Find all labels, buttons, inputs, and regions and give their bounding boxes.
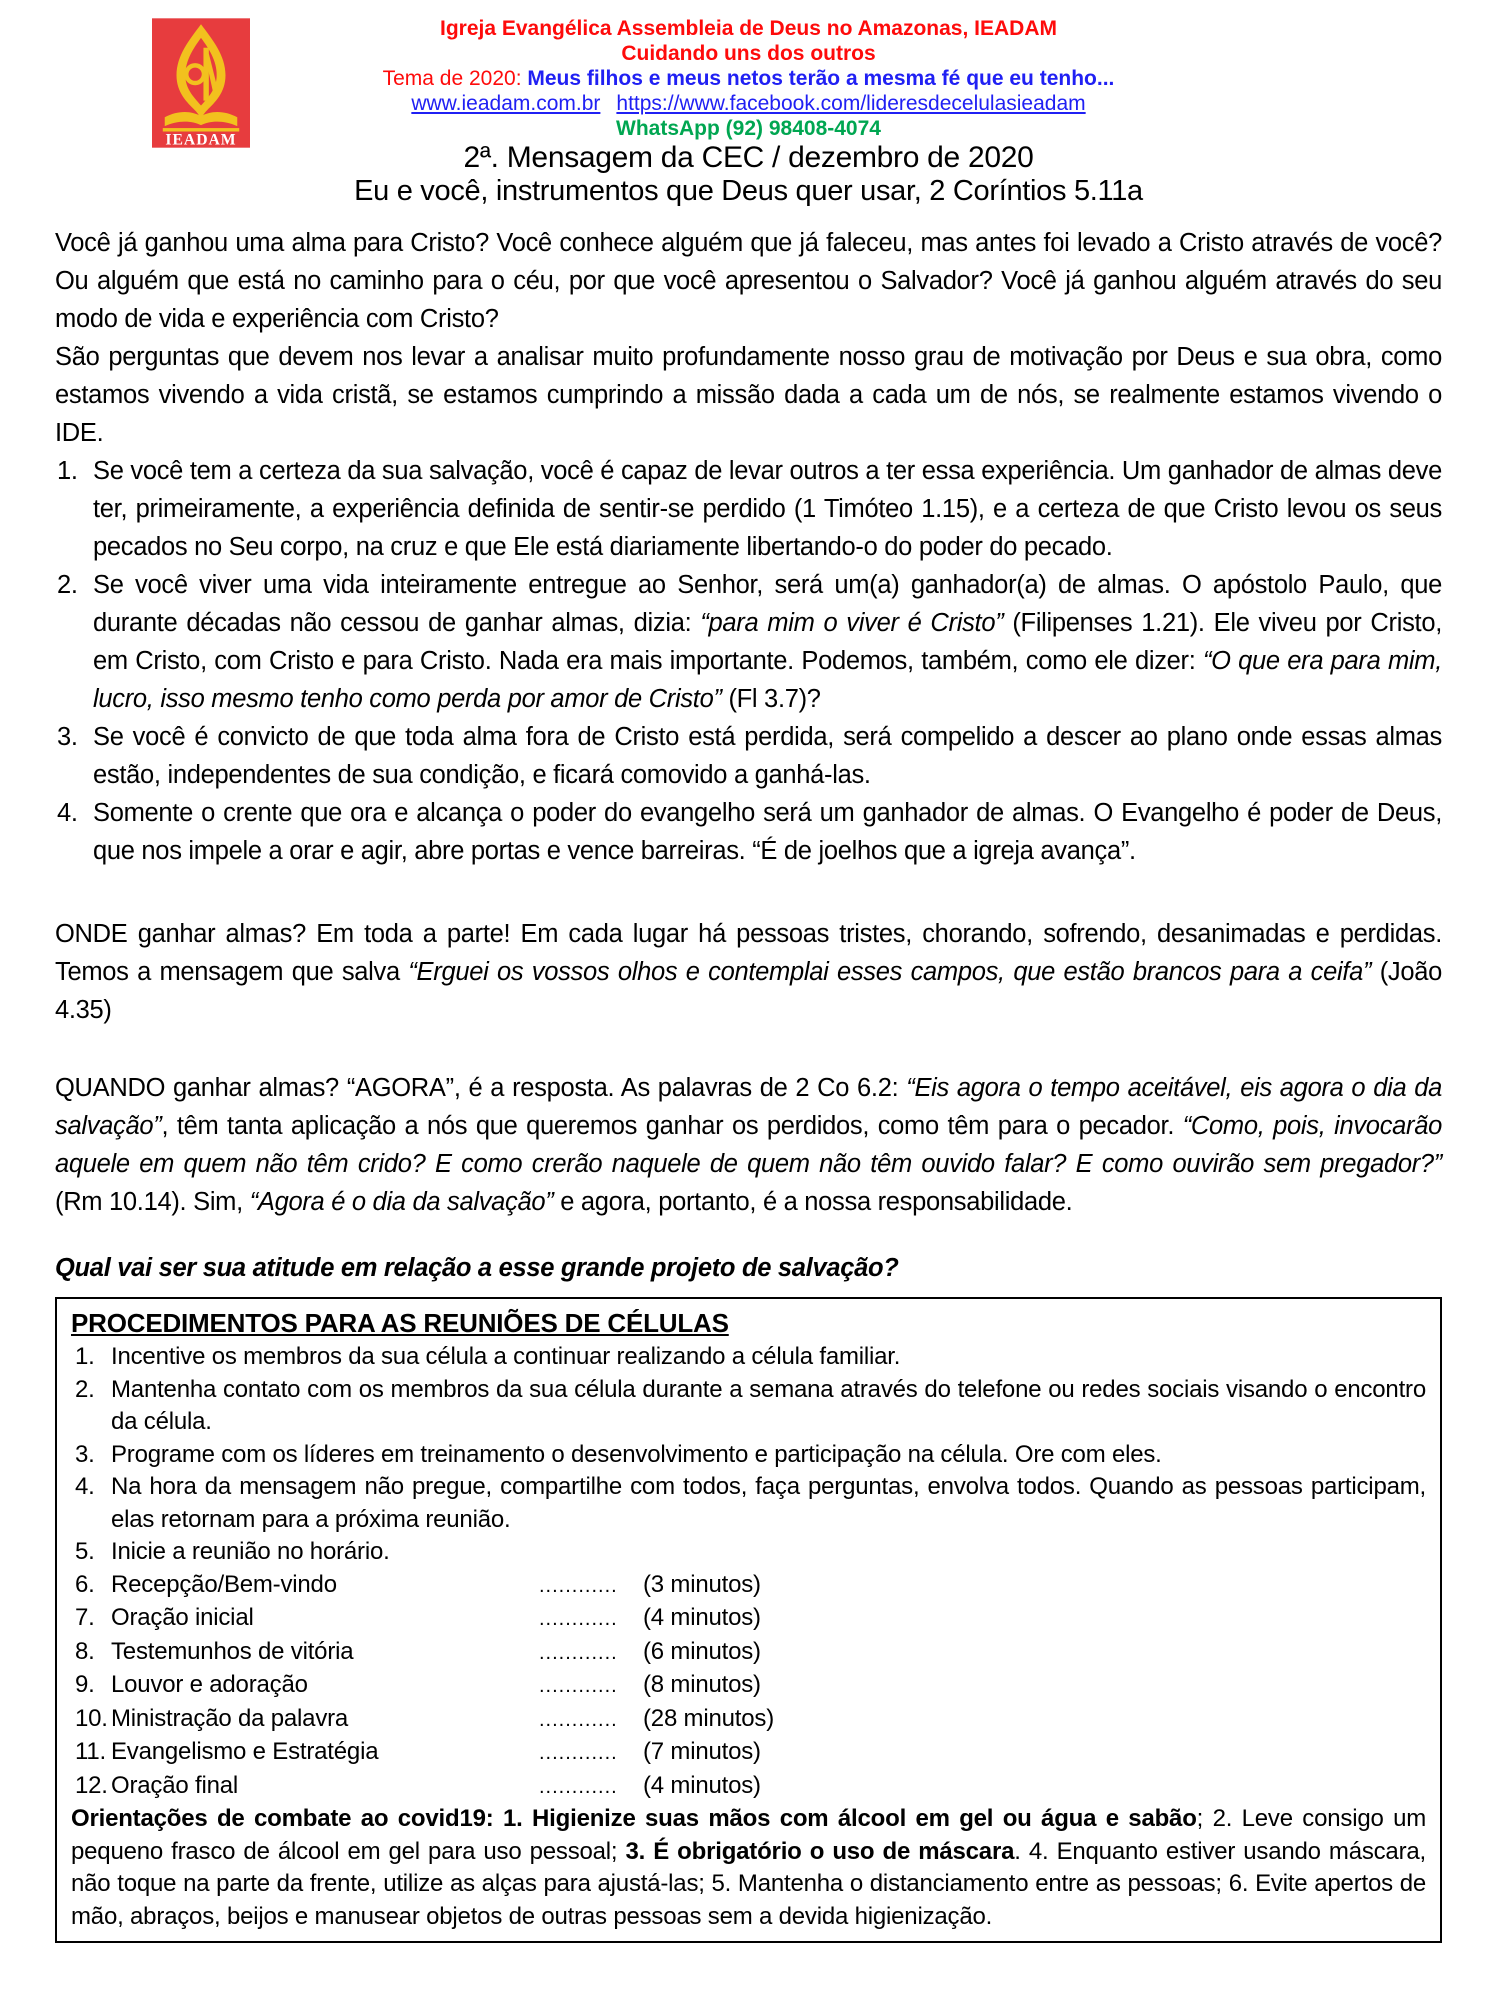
procedure-number: 4. [75, 1473, 95, 1500]
procedure-text: Incentive os membros da sua célula a continuar realizando a célula familiar. [111, 1343, 901, 1370]
procedure-text: Inicie a reunião no horário. [111, 1538, 390, 1565]
schedule-label: Testemunhos de vitória [111, 1637, 354, 1665]
text-run: Se você viver uma vida inteiramente entregue ao Senhor, será um(a) ganhador(a) de almas. O apóstolo Paulo, que durante décadas não cessou de ganhar almas, dizia: [93, 571, 1442, 637]
scripture-quote: “para mim o viver é Cristo” [700, 609, 1004, 637]
schedule-time: (7 minutos) [643, 1738, 761, 1765]
dotted-leader: ............ [539, 1675, 618, 1697]
scripture-quote: “Agora é o dia da salvação” [249, 1188, 554, 1216]
schedule-row-9 [71, 1669, 1426, 1703]
dotted-leader: ............ [539, 1574, 618, 1597]
schedule-label: Oração final [111, 1771, 238, 1799]
list-item-number: 3. [57, 723, 78, 751]
schedule-time: (4 minutos) [643, 1771, 761, 1799]
text-run: (Fl 3.7)? [721, 685, 821, 713]
message-title: 2ª. Mensagem da CEC / dezembro de 2020 [463, 141, 1034, 174]
schedule-number: 7. [75, 1604, 95, 1631]
document-header [55, 16, 1442, 141]
schedule-row-6 [71, 1569, 1426, 1603]
scripture-quote: “Eis agora o tempo aceitável, eis agora o dia da salvação” [55, 1074, 1442, 1140]
quando-paragraph [55, 1069, 1442, 1221]
ieadam-flame-book-icon [152, 18, 250, 148]
message-body [55, 224, 1442, 1943]
theme-text: Meus filhos e meus netos terão a mesma fé que eu tenho... [527, 67, 1115, 90]
schedule-time: (4 minutos) [643, 1604, 761, 1631]
theme-line [55, 66, 1442, 91]
whatsapp-line: WhatsApp (92) 98408-4074 [616, 117, 881, 140]
schedule-row-7 [71, 1602, 1426, 1636]
procedure-number: 5. [75, 1538, 95, 1565]
text-run: Somente o crente que ora e alcança o poder do evangelho será um ganhador de almas. O Evangelho é poder de Deus, que nos impele a orar e agir, abre portas e vence barreiras. “É de joelhos que a igreja avança”. [93, 799, 1442, 865]
schedule-number: 10. [75, 1704, 108, 1732]
procedure-text: Na hora da mensagem não pregue, compartilhe com todos, faça perguntas, envolva todos. Quando as pessoas participam, elas retornam para a próxima reunião. [111, 1473, 1426, 1533]
links-line [55, 91, 1442, 116]
procedures-box [55, 1297, 1442, 1943]
intro-paragraph-2: São perguntas que devem nos levar a analisar muito profundamente nosso grau de motivação por Deus e sua obra, como estamos vivendo a vida cristã, se estamos cumprindo a missão dada a cada um de nós, se realmente estamos vivendo o IDE. [55, 343, 1442, 447]
schedule-time: (3 minutos) [643, 1570, 761, 1598]
schedule-label: Oração inicial [111, 1604, 254, 1631]
text-run: (João 4.35) [55, 958, 1442, 1024]
text-run: . 4. Enquanto estiver usando máscara, não toque na parte da frente, utilize as alças para ajustá-las; 5. Mantenha o distanciamento entre as pessoas; 6. Evite apertos de mão, abraços, beijos e manusear objetos de outras pessoas sem a devida higienização. [71, 1837, 1426, 1930]
procedure-text: Programe com os líderes em treinamento o desenvolvimento e participação na célula. Ore com eles. [111, 1440, 1162, 1468]
text-run: Se você é convicto de que toda alma fora de Cristo está perdida, será compelido a descer ao plano onde essas almas estão, independentes de sua condição, e ficará comovido a ganhá-las. [93, 723, 1442, 789]
text-run: ONDE ganhar almas? Em toda a parte! Em cada lugar há pessoas tristes, chorando, sofrendo, desanimadas e perdidas. Temos a mensagem que salva [55, 920, 1442, 986]
logo-text: IEADAM [165, 131, 237, 148]
list-item-number: 2. [57, 571, 78, 599]
schedule-number: 9. [75, 1671, 95, 1698]
schedule-number: 6. [75, 1570, 95, 1598]
covid-guidelines [71, 1803, 1426, 1933]
text-run: QUANDO ganhar almas? “AGORA”, é a resposta. As palavras de 2 Co 6.2: [55, 1074, 907, 1102]
schedule-row-8 [71, 1636, 1426, 1670]
scripture-quote: “O que era para mim, lucro, isso mesmo tenho como perda por amor de Cristo” [93, 647, 1442, 713]
procedure-item-2 [71, 1374, 1426, 1439]
text-run: , têm tanta aplicação a nós que queremos ganhar os perdidos, como têm para o pecador. [161, 1112, 1183, 1140]
procedures-heading: PROCEDIMENTOS PARA AS REUNIÕES DE CÉLULAS [71, 1308, 729, 1338]
website-link[interactable]: www.ieadam.com.br [411, 92, 601, 115]
procedure-number: 2. [75, 1375, 95, 1403]
dotted-leader: ............ [539, 1641, 618, 1664]
schedule-row-10 [71, 1703, 1426, 1737]
procedure-item-5 [71, 1536, 1426, 1569]
scripture-quote: “Erguei os vossos olhos e contemplai esses campos, que estão brancos para a ceifa” [408, 958, 1372, 986]
text-run: (Filipenses 1.21). Ele viveu por Cristo, em Cristo, com Cristo e para Cristo. Nada era mais importante. Podemos, também, como ele dizer: [93, 609, 1442, 675]
text-run: Se você tem a certeza da sua salvação, você é capaz de levar outros a ter essa experiência. Um ganhador de almas deve ter, primeiramente, a experiência definida de sentir-se perdido (1 Timóteo 1.15), e a certeza de que Cristo levou os seus pecados no Seu corpo, na cruz e que Ele está diariamente libertando-o do poder do pecado. [93, 457, 1442, 561]
procedure-item-3 [71, 1439, 1426, 1472]
scripture-quote: “Como, pois, invocarão aquele em quem não têm crido? E como crerão naquele de quem não têm ouvido falar? E como ouvirão sem pregador?” [55, 1112, 1442, 1178]
facebook-link[interactable]: https://www.facebook.com/lideresdecelulasieadam [616, 92, 1086, 115]
list-item-number: 4. [57, 799, 78, 827]
dotted-leader: ............ [539, 1708, 618, 1731]
list-item-3 [55, 718, 1442, 794]
text-run: e agora, portanto, é a nossa responsabilidade. [553, 1188, 1073, 1216]
schedule-row-12 [71, 1770, 1426, 1804]
procedure-item-4 [71, 1471, 1426, 1536]
list-item-4 [55, 794, 1442, 870]
text-run: ; 2. Leve consigo um pequeno frasco de álcool em gel para uso pessoal; [71, 1805, 1427, 1865]
list-item-1 [55, 452, 1442, 566]
closing-question: Qual vai ser sua atitude em relação a esse grande projeto de salvação? [55, 1254, 899, 1282]
dotted-leader: ............ [539, 1742, 618, 1764]
schedule-number: 12. [75, 1771, 108, 1799]
schedule-label: Ministração da palavra [111, 1704, 349, 1732]
schedule-time: (8 minutos) [643, 1671, 761, 1698]
message-subtitle: Eu e você, instrumentos que Deus quer usar, 2 Coríntios 5.11a [354, 175, 1143, 207]
schedule-label: Evangelismo e Estratégia [111, 1738, 379, 1765]
procedure-number: 1. [75, 1343, 95, 1370]
schedule-number: 8. [75, 1637, 95, 1665]
schedule-label: Recepção/Bem-vindo [111, 1570, 337, 1598]
church-logo [152, 18, 250, 148]
schedule-label: Louvor e adoração [111, 1671, 308, 1698]
theme-label: Tema de 2020: [382, 67, 528, 90]
procedure-number: 3. [75, 1440, 95, 1468]
procedure-text: Mantenha contato com os membros da sua célula durante a semana através do telefone ou redes sociais visando o encontro da célula. [111, 1375, 1426, 1435]
dotted-leader: ............ [539, 1608, 618, 1630]
list-item-2 [55, 566, 1442, 718]
procedure-item-1 [71, 1341, 1426, 1374]
covid-bold-run: 3. É obrigatório o uso de máscara [625, 1837, 1015, 1865]
church-name: Igreja Evangélica Assembleia de Deus no Amazonas, IEADAM [440, 17, 1057, 40]
list-item-number: 1. [57, 457, 78, 485]
schedule-row-11 [71, 1736, 1426, 1770]
schedule-time: (6 minutos) [643, 1637, 761, 1665]
text-run: (Rm 10.14). Sim, [55, 1188, 250, 1216]
covid-bold-run: Orientações de combate ao covid19: 1. Higienize suas mãos com álcool em gel ou água e sabão [71, 1805, 1197, 1832]
onde-paragraph [55, 915, 1442, 1029]
dotted-leader: ............ [539, 1775, 618, 1798]
church-motto: Cuidando uns dos outros [621, 42, 876, 65]
schedule-time: (28 minutos) [643, 1704, 774, 1732]
schedule-number: 11. [75, 1738, 106, 1765]
intro-paragraph-1: Você já ganhou uma alma para Cristo? Você conhece alguém que já faleceu, mas antes foi levado a Cristo através de você? Ou alguém que está no caminho para o céu, por que você apresentou o Salvador? Você já ganhou alguém através do seu modo de vida e experiência com Cristo? [55, 229, 1442, 333]
